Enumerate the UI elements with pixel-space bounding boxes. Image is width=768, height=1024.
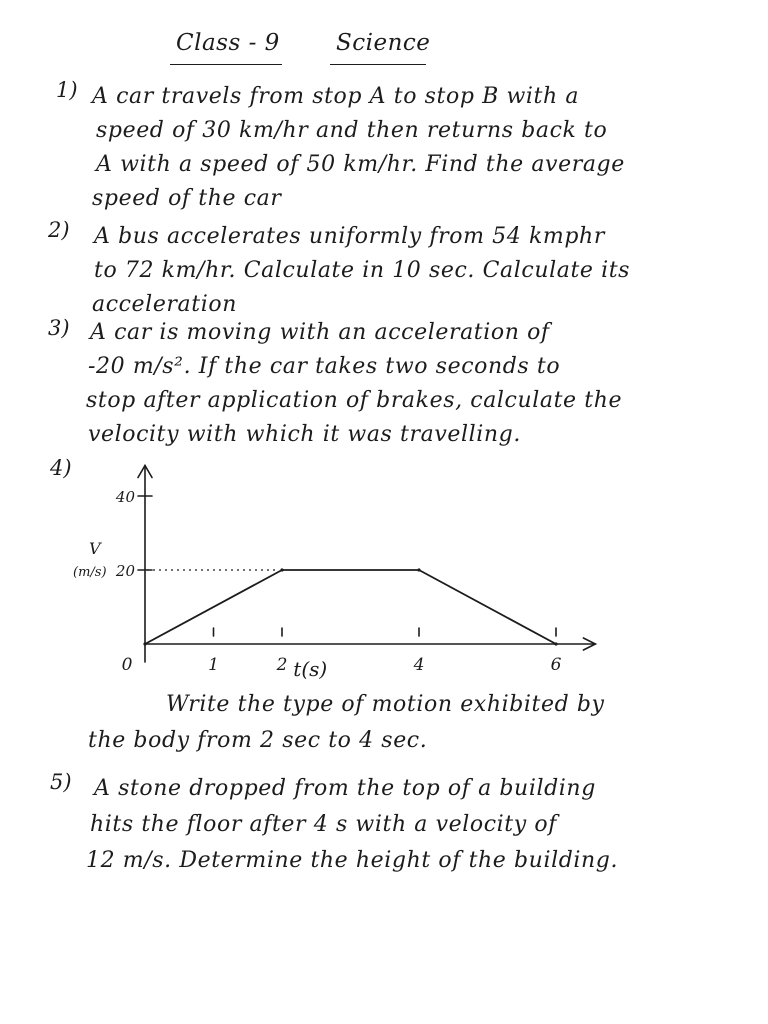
x-tick-label: 4: [413, 655, 425, 675]
x-tick-label: 6: [550, 655, 562, 675]
graph-labels: [73, 488, 562, 681]
x-tick-label: 2: [276, 655, 288, 675]
question-text-line: hits the floor after 4 s with a velocity of: [90, 812, 557, 837]
data-point: [554, 642, 557, 645]
question-text-line: stop after application of brakes, calculate the: [86, 388, 623, 413]
data-point: [417, 568, 420, 571]
question-text-line: A stone dropped from the top of a building: [94, 776, 596, 801]
question-text-line: acceleration: [92, 292, 237, 317]
subject-underline: [330, 64, 426, 65]
y-tick-label: 40: [115, 488, 135, 506]
question-text-line: the body from 2 sec to 4 sec.: [88, 728, 428, 753]
x-tick-label: 1: [208, 655, 219, 675]
question-text-line: 12 m/s. Determine the height of the building.: [86, 848, 619, 873]
question-number: 2): [48, 218, 70, 242]
class-underline: [170, 64, 282, 65]
question-number: 3): [48, 316, 70, 340]
class-label: Class - 9: [176, 30, 280, 56]
question-text-line: A with a speed of 50 km/hr. Find the average: [96, 152, 625, 177]
data-point: [280, 568, 283, 571]
question-text-line: -20 m/s². If the car takes two seconds to: [88, 354, 561, 379]
subject-label: Science: [336, 30, 431, 56]
x-axis-label: t(s): [293, 657, 328, 681]
question-number: 5): [50, 770, 72, 794]
question-text-line: A car travels from stop A to stop B with a: [92, 84, 580, 109]
question-number: 1): [56, 78, 78, 102]
question-text-line: speed of the car: [92, 186, 282, 211]
question-text-line: A bus accelerates uniformly from 54 kmphr: [94, 224, 605, 249]
graph-series: [143, 568, 557, 645]
question-text-line: velocity with which it was travelling.: [88, 422, 521, 447]
graph-ticks: [138, 496, 556, 636]
y-axis-arrow: [138, 466, 152, 478]
question-text-line: speed of 30 km/hr and then returns back to: [96, 118, 608, 143]
x-axis-arrow: [583, 638, 595, 650]
question-text-line: to 72 km/hr. Calculate in 10 sec. Calculate its: [94, 258, 631, 283]
graph-axes: [138, 466, 595, 663]
y-tick-label: 20: [115, 562, 135, 580]
question-number: 4): [50, 456, 72, 480]
question-text-line: Write the type of motion exhibited by: [166, 692, 605, 717]
y-axis-label-symbol: V: [89, 539, 101, 558]
velocity-line: [145, 570, 556, 644]
y-axis-label-unit: (m/s): [73, 565, 107, 580]
worksheet-header: [0, 30, 768, 66]
data-point: [143, 642, 146, 645]
x-tick-label: 0: [121, 655, 133, 675]
question-text-line: A car is moving with an acceleration of: [90, 320, 550, 345]
